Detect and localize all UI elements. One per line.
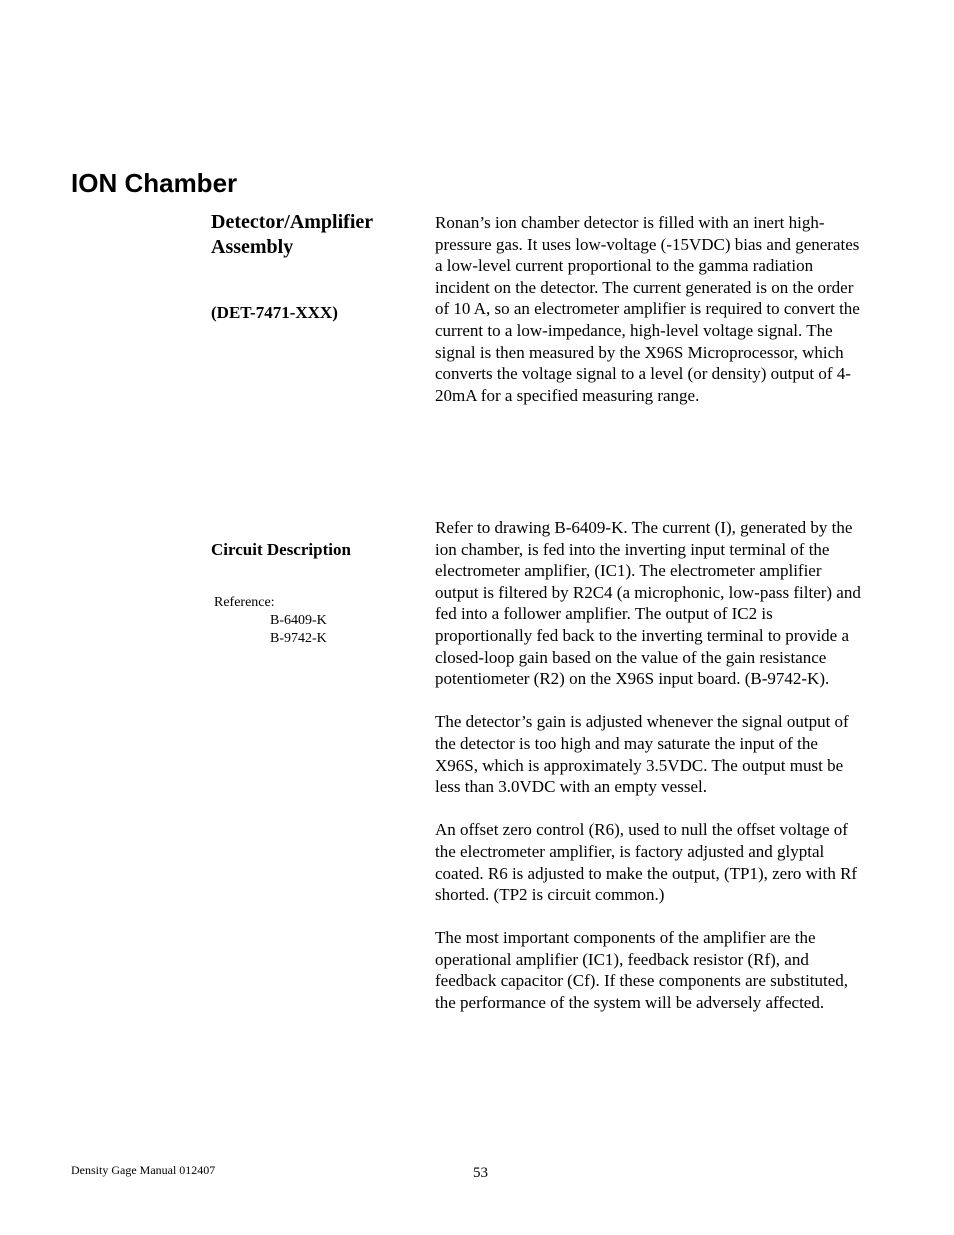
circuit-paragraph-3: An offset zero control (R6), used to null the offset voltage of the electrometer amplifier, is factory adjusted and glyptal coated. R6 is adjusted to make the output, (TP1), zero with Rf shorted. (TP2 is circuit common.) <box>435 820 858 905</box>
page-title: ION Chamber <box>71 168 238 198</box>
page-number: 53 <box>473 1165 488 1181</box>
circuit-paragraph-2: The detector’s gain is adjusted whenever the signal output of the detector is too high and may saturate the input of the X96S, which is approximately 3.5VDC. The output must be less than 3.0VDC with an empty vessel. <box>435 712 849 797</box>
reference-drawing-b6409k: B-6409-K <box>270 613 327 628</box>
reference-label: Reference: <box>214 595 275 610</box>
detector-amplifier-heading: Detector/Amplifier Assembly <box>211 211 373 258</box>
detector-description <box>435 212 865 428</box>
footer-document-name: Density Gage Manual 012407 <box>71 1163 216 1177</box>
reference-block <box>214 594 327 648</box>
circuit-paragraph-4: The most important components of the amplifier are the operational amplifier (IC1), feedback resistor (Rf), and feedback capacitor (Cf). If these components are substituted, the performance of the system will be adversely affected. <box>435 928 849 1013</box>
detector-paragraph: Ronan’s ion chamber detector is filled with an inert high-pressure gas. It uses low-voltage (-15VDC) bias and generates a low-level current proportional to the gamma radiation incident on the detector. The current generated is on the order of 10 A, so an electrometer amplifier is required to convert the current to a low-impedance, high-level voltage signal. The signal is then measured by the X96S Microprocessor, which converts the voltage signal to a level (or density) output of 4-20mA for a specified measuring range. <box>435 213 860 405</box>
circuit-paragraph-1: Refer to drawing B-6409-K. The current (I), generated by the ion chamber, is fed into the inverting input terminal of the electrometer amplifier, (IC1). The electrometer amplifier output is filtered by R2C4 (a microphonic, low-pass filter) and fed into a follower amplifier. The output of IC2 is proportionally fed back to the inverting terminal to provide a closed-loop gain based on the value of the gain resistance potentiometer (R2) on the X96S input board. (B-9742-K). <box>435 518 861 689</box>
part-number-label: (DET-7471-XXX) <box>211 303 338 322</box>
circuit-description-heading: Circuit Description <box>211 540 351 559</box>
circuit-description-text <box>435 517 865 1035</box>
reference-drawing-b9742k: B-9742-K <box>270 631 327 646</box>
